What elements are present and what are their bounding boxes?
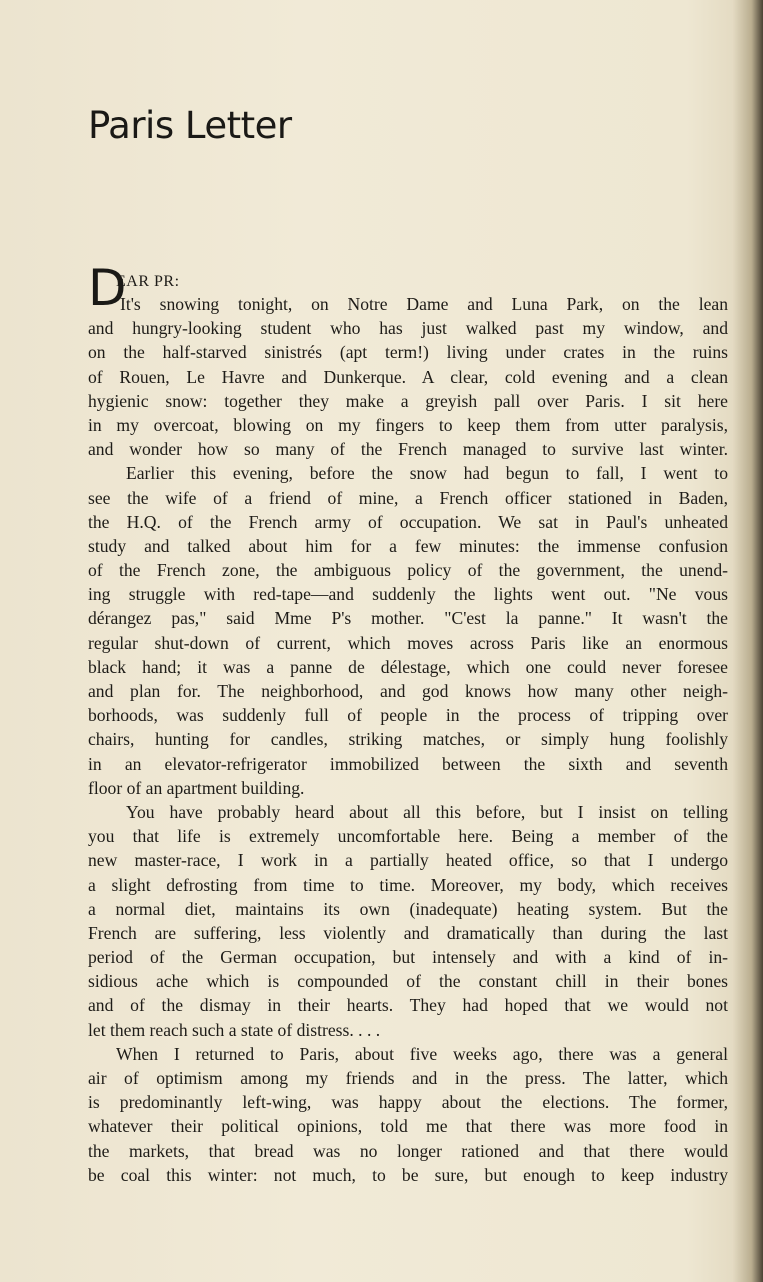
page-title: Paris Letter (88, 104, 292, 147)
text-line: borhoods, was suddenly full of people in the process of tripping over (88, 705, 728, 726)
text-line: hygienic snow: together they make a greyish pall over Paris. I sit here (88, 390, 728, 411)
text-line: study and talked about him for a few minutes: the immense confusion (88, 535, 728, 556)
text-line: and plan for. The neighborhood, and god knows how many other neigh- (88, 681, 728, 701)
text-line: chairs, hunting for candles, striking matches, or simply hung foolishly (88, 729, 728, 750)
text-line: floor of an apartment building. (88, 777, 305, 798)
salutation-text: EAR PR: (116, 273, 180, 290)
text-line: When I returned to Paris, about five weeks ago, there was a general (116, 1043, 728, 1064)
text-line: of Rouen, Le Havre and Dunkerque. A clear, cold evening and a clean (88, 366, 728, 387)
text-line: a normal diet, maintains its own (inadequate) heating system. But the (88, 898, 728, 919)
text-line: is predominantly left-wing, was happy about the elections. The former, (88, 1092, 728, 1113)
text-line: and hungry-looking student who has just walked past my window, and (88, 318, 728, 339)
text-line: on the half-starved sinistrés (apt term!) living under crates in the ruins (88, 342, 728, 363)
text-line: see the wife of a friend of mine, a French officer stationed in Baden, (88, 487, 728, 508)
text-line: in my overcoat, blowing on my fingers to keep them from utter paralysis, (88, 414, 728, 435)
text-line: and of the dismay in their hearts. They had hoped that we would not (88, 995, 728, 1016)
text-line: the H.Q. of the French army of occupation. We sat in Paul's unheated (88, 511, 728, 532)
text-line: It's snowing tonight, on Notre Dame and Luna Park, on the lean (120, 294, 728, 314)
drop-cap: D (88, 259, 127, 317)
text-line: air of optimism among my friends and in the press. The latter, which (88, 1068, 728, 1088)
text-line: Earlier this evening, before the snow had begun to fall, I went to (126, 463, 728, 484)
text-line: be coal this winter: not much, to be sure, but enough to keep industry (88, 1164, 728, 1185)
letter-body (88, 259, 728, 1187)
text-line: you that life is extremely uncomfortable here. Being a member of the (88, 826, 728, 847)
text-line: new master-race, I work in a partially heated office, so that I undergo (88, 850, 728, 871)
text-line: and wonder how so many of the French managed to survive last winter. (88, 439, 728, 460)
text-line: dérangez pas," said Mme P's mother. "C'est la panne." It wasn't the (88, 608, 728, 629)
text-line: regular shut-down of current, which moves across Paris like an enormous (88, 632, 728, 653)
text-line: sidious ache which is compounded of the constant chill in their bones (88, 971, 728, 992)
text-line: French are suffering, less violently and dramatically than during the last (88, 922, 728, 943)
text-line: of the French zone, the ambiguous policy of the government, the unend- (88, 560, 728, 581)
text-line: in an elevator-refrigerator immobilized between the sixth and seventh (88, 753, 728, 774)
text-line: period of the German occupation, but intensely and with a kind of in- (88, 947, 728, 968)
text-line: whatever their political opinions, told me that there was more food in (88, 1116, 728, 1137)
text-line: You have probably heard about all this before, but I insist on telling (126, 801, 728, 822)
text-line: the markets, that bread was no longer rationed and that there would (88, 1140, 728, 1161)
text-line: let them reach such a state of distress. . . . (88, 1019, 381, 1040)
text-line: ing struggle with red-tape—and suddenly the lights went out. "Ne vous (88, 584, 728, 605)
text-line: a slight defrosting from time to time. Moreover, my body, which receives (88, 874, 728, 895)
text-line: black hand; it was a panne de délestage, which one could never foresee (88, 656, 728, 677)
